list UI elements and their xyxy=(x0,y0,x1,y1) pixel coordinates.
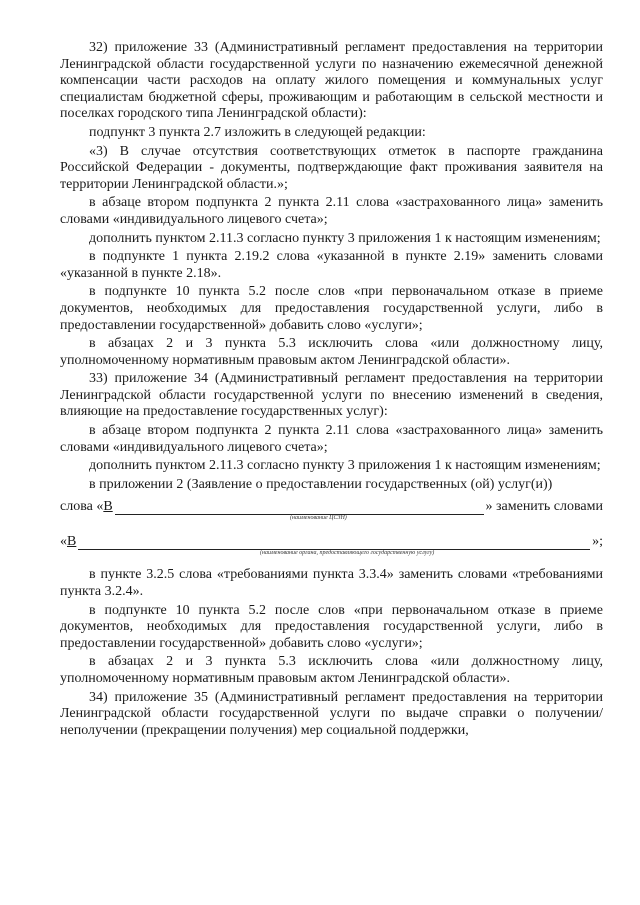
form-line-csszn xyxy=(60,497,603,515)
form-caption-organ: (наименование органа, предоставляющего государственную услугу) xyxy=(260,550,435,557)
paragraph-exclude-words-2: в абзацах 2 и 3 пункта 5.3 исключить слова «или должностному лицу, уполномоченному нормативным правовым актом Ленинградской области». xyxy=(60,654,603,686)
form-line-prefix: « xyxy=(60,533,67,549)
paragraph-appendix-2: в приложении 2 (Заявление о предоставлении государственных (ой) услуг(и)) xyxy=(89,476,553,492)
paragraph-exclude-words-1: в абзацах 2 и 3 пункта 5.3 исключить слова «или должностному лицу, уполномоченному нормативным правовым актом Ленинградской области». xyxy=(60,336,603,368)
paragraph-quoted-text: «3) В случае отсутствия соответствующих отметок в паспорте гражданина Российской Федерации - документы, подтверждающие факт проживания заявителя на территории Ленинградской области.»; xyxy=(60,143,603,192)
paragraph-replace-words-2: в подпункте 1 пункта 2.19.2 слова «указанной в пункте 2.19» заменить словами «указанной в пункте 2.18». xyxy=(60,249,603,281)
paragraph-replace-words-3: в абзаце втором подпункта 2 пункта 2.11 слова «застрахованного лица» заменить словами «индивидуального лицевого счета»; xyxy=(60,423,603,455)
form-line-organ xyxy=(60,532,603,550)
paragraph-add-point-1: дополнить пунктом 2.11.3 согласно пункту 3 приложения 1 к настоящим изменениям; xyxy=(89,230,601,246)
paragraph-add-word-1: в подпункте 10 пункта 5.2 после слов «при первоначальном отказе в приеме документов, необходимых для предоставления государственной услуги, либо в предоставлении государственной» добавить слово «услуги»; xyxy=(60,284,603,333)
form-blank-line xyxy=(78,535,590,550)
paragraph-item-32: 32) приложение 33 (Административный регламент предоставления на территории Ленинградской области государственной услуги по назначению ежемесячной денежной компенсации части расходов на оплату жилого помещения и коммунальных услуг специалистам бюджетной сферы, проживающим и работающим в сельской местности и поселках городского типа Ленинградской области): xyxy=(60,40,603,122)
paragraph-item-33: 33) приложение 34 (Административный регламент предоставления на территории Ленинградской области государственной услуги по внесению изменений в сведения, влияющие на предоставление государственных услуг): xyxy=(60,371,603,420)
paragraph-replace-words-4: в пункте 3.2.5 слова «требованиями пункта 3.3.4» заменить словами «требованиями пункта 3.2.4». xyxy=(60,567,603,600)
paragraph-add-word-2: в подпункте 10 пункта 5.2 после слов «при первоначальном отказе в приеме документов, необходимых для предоставления государственной услуги, либо в предоставлении государственной» добавить слово «услуги»; xyxy=(60,602,603,651)
form-line-prefix: слова « xyxy=(60,498,104,514)
paragraph-item-34: 34) приложение 35 (Административный регламент предоставления на территории Ленинградской области государственной услуги по выдаче справки о получении/неполучении (прекращении получения) мер социальной поддержки, xyxy=(60,689,603,738)
form-caption-csszn: (наименование ЦСЗН) xyxy=(290,515,347,522)
paragraph-add-point-2: дополнить пунктом 2.11.3 согласно пункту 3 приложения 1 к настоящим изменениям; xyxy=(89,458,601,474)
paragraph-replace-words-1: в абзаце втором подпункта 2 пункта 2.11 слова «застрахованного лица» заменить словами «индивидуального лицевого счета»; xyxy=(60,195,603,227)
form-line-underlined: В xyxy=(67,533,77,549)
form-line-suffix: » заменить словами xyxy=(485,498,603,514)
form-line-underlined: В xyxy=(103,498,113,514)
paragraph-subpoint-3: подпункт 3 пункта 2.7 изложить в следующей редакции: xyxy=(89,124,426,140)
form-blank-line xyxy=(115,500,484,515)
document-page xyxy=(60,40,603,739)
form-line-suffix: »; xyxy=(592,533,603,549)
